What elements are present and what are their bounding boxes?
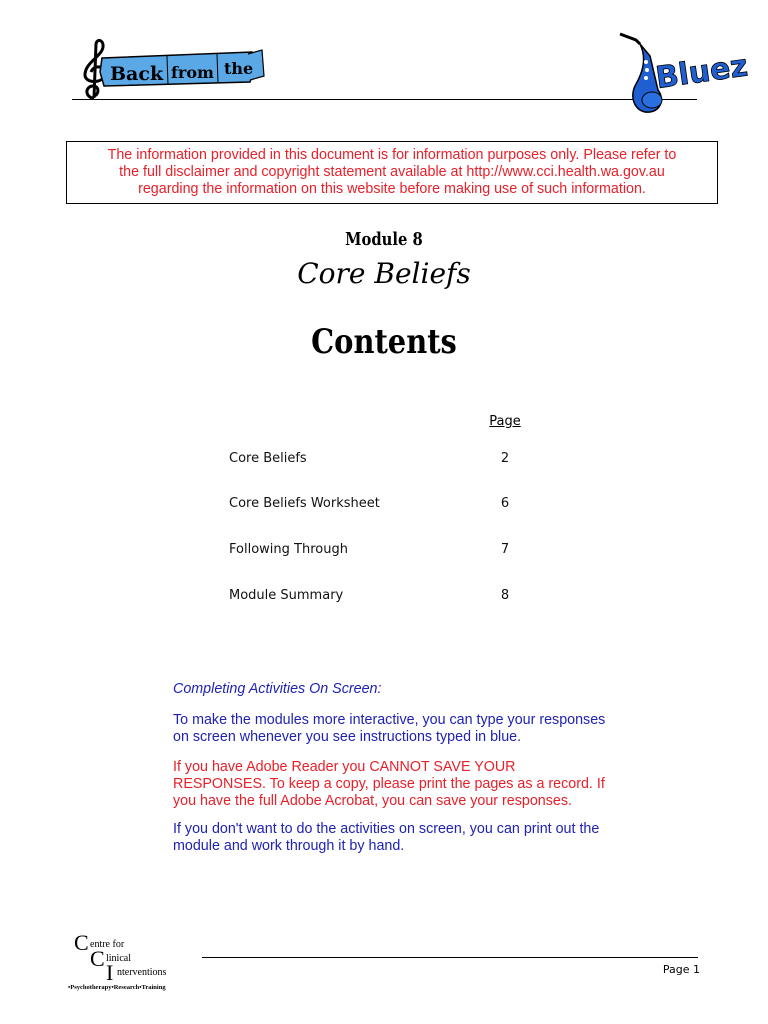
cci-word-interventions: nterventions [117,967,167,978]
cci-letter-c2: C [90,946,105,971]
page-number: Page 1 [662,963,700,976]
bluez-saxophone-logo [606,26,750,122]
toc-item-page: 7 [500,542,510,557]
cci-tagline: •Psychotherapy•Research•Training [68,984,166,991]
toc-item-page: 6 [500,496,510,511]
disclaimer-box [66,141,718,204]
footer-rule [202,957,698,958]
cci-logo [62,930,202,996]
toc-item-page: 2 [500,451,510,466]
toc-item-title[interactable]: Core Beliefs Worksheet [229,496,380,511]
toc-row[interactable] [229,588,549,608]
module-title: Core Beliefs [297,257,471,290]
module-number: Module 8 [345,229,423,250]
contents-heading: Contents [311,322,457,362]
toc-item-title[interactable]: Module Summary [229,588,344,603]
disclaimer-text: The information provided in this document is for information purposes only. Please refer to the full disclaimer and copyright statement available at http://www.cci.health.wa.gov.au regarding the information on this website before making use of such information. [107,147,677,197]
logo-word-bluez: Bluez [653,48,750,97]
cci-word-clinical: linical [106,953,131,964]
instructions-section [173,681,693,855]
toc-row[interactable] [229,542,549,562]
cci-word-centre: entre for [90,939,125,950]
toc-page-column-header: Page [489,414,521,429]
toc-item-page: 8 [500,588,510,603]
toc-item-title[interactable]: Following Through [229,542,348,557]
instructions-paragraph-print: If you don't want to do the activities on screen, you can print out the module and work through it by hand. [173,821,600,854]
logo-word-back: Back [110,63,164,85]
cci-letter-i: I [106,960,114,985]
toc-row[interactable] [229,451,549,471]
logo-word-the: the [224,59,254,78]
instructions-paragraph-adobe-warning: If you have Adobe Reader you CANNOT SAVE YOUR RESPONSES. To keep a copy, please print the pages as a record. If you have the full Adobe Acrobat, you can save your responses. [173,759,605,809]
back-from-the-logo [72,36,272,106]
instructions-heading: Completing Activities On Screen: [173,681,382,697]
toc-item-title[interactable]: Core Beliefs [229,451,307,466]
cci-letter-c1: C [74,930,89,955]
toc-row[interactable] [229,496,549,516]
instructions-paragraph-interactive: To make the modules more interactive, you can type your responses on screen whenever you see instructions typed in blue. [173,712,606,745]
logo-word-from: from [171,63,214,82]
